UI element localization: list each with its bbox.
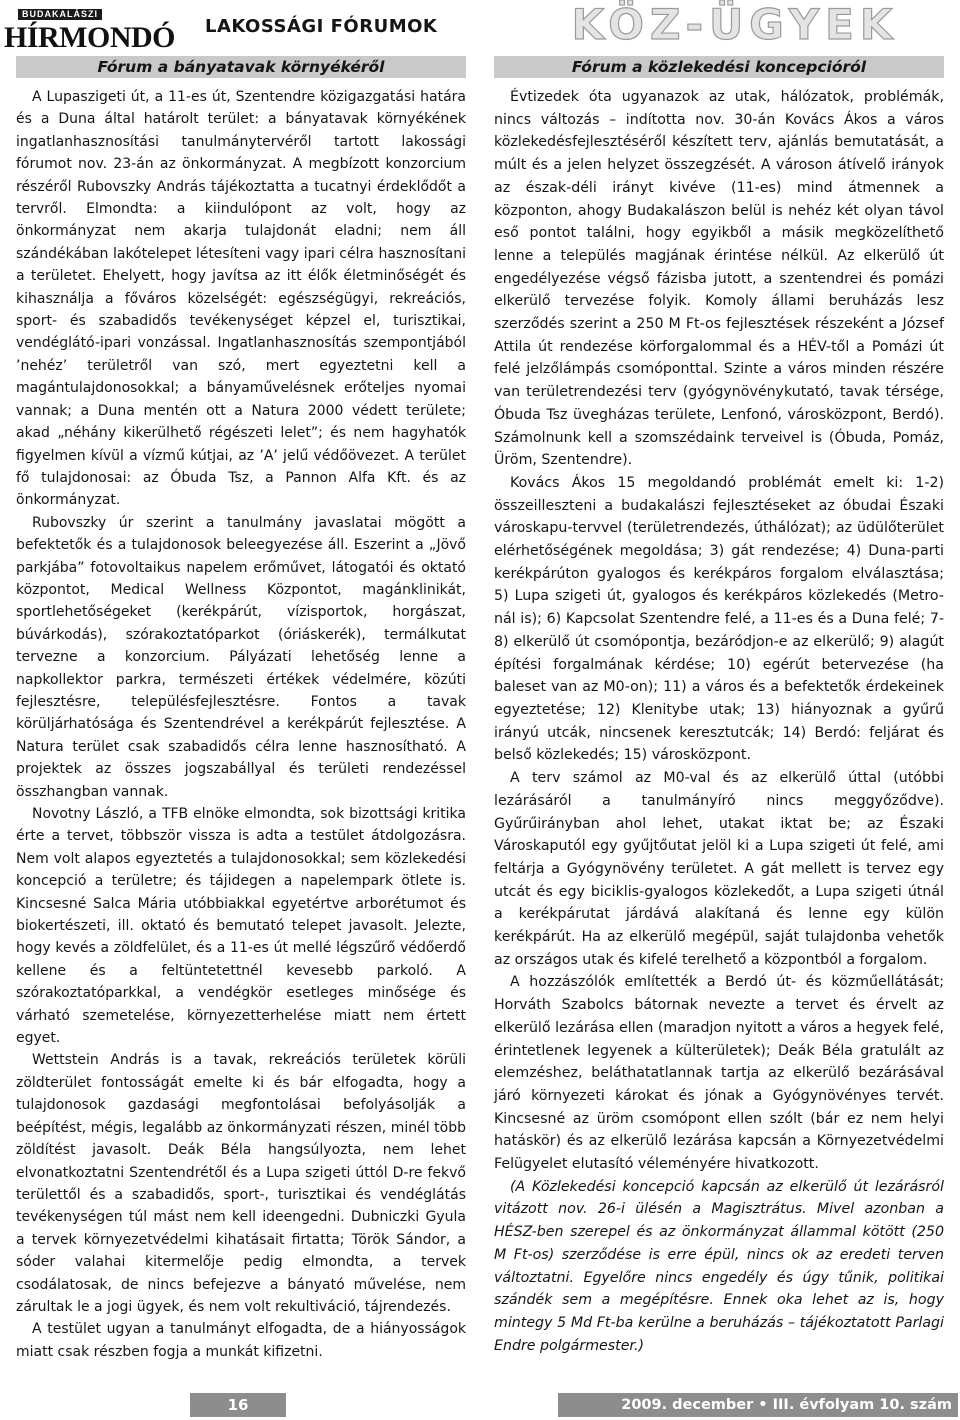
logo-town-label: BUDAKALÁSZI: [18, 9, 102, 20]
article-right-heading: Fórum a közlekedési koncepcióról: [494, 56, 944, 78]
article-paragraph: A terv számol az M0-val és az elkerülő úttal (utóbbi lezárásáról a tanulmányíró nincs meggyőződve). Gyűrűirányban ahol lehet, utakat iktat be; az Északi Városkaputól egy gyűjtőutat jelöl ki a Lupa szigeti út felé, ami feltárja a Gyógynövény területet. A gát mellett is tervez egy utcát és egy biciklis-gyalogos közlekedőt, a Lupa szigeti útnál a kerékpárutat járdává alakítaná és lenne egy külön kerékpárút. Ha az elkerülő megépül, saját tulajdonba vehetők az országos utak és kifelé terelhető a központból a forgalom.: [494, 770, 944, 968]
page-number: 16: [190, 1393, 286, 1417]
article-paragraph: Évtizedek óta ugyanazok az utak, hálózatok, problémák, nincs változás – indította nov. 30-án Kovács Ákos a város közlekedésfejlesztéséről készített terv, ajánlás bemutatását, a múlt és a jelen helyzet összegzését. A városon átívelő irányok az észak-déli irányt kivéve (11-es) mind átmennek a központon, ahogy Budakalászon belül is nehéz két olyan távol eső pontot találni, hogy egyikből a másik megközelíthető lenne a település magjának érintése nélkül. Az elkerülő út engedélyezése végső fázisba jutott, a szentendrei és pomázi elkerülő tervezése folyik. Komoly állami beruházás lesz szerződés szerint a 250 M Ft-os fejlesztések részeként a József Attila út rendezése körforgalommal és a HÉV-től a Pomázi út felé jelzőlámpás csomóponttal. Szinte a város minden részére van területrendezési terv (gyógynövénykutató, tavak térsége, Óbuda Tsz üvegházas területe, Lenfonó, városközpont, Berdó). Számolnunk kell a szomszédaink terveivel is (Óbuda, Pomáz, Üröm, Szentendre).: [494, 89, 944, 469]
article-paragraph: Wettstein András is a tavak, rekreációs területek körüli zöldterület fontosságát emelte ki és bár elfogadta, hogy a tulajdonosok gazdasági megfontolásai befolyásolják a beépítést, mégis, legalább az önkormányzati részen, minél több zöldítést javasolt. Deák Béla hangsúlyozta, nem lehet elvonatkoztatni Szentendrétől és a Lupa szigeti úttól D-re fekvő területtől és a szabadidős, sport-, turisztikai és vendéglátás tevékenységen túl mást nem kell ideengedni. Dubniczki Gyula a tervek környezetvédelmi kihatásait firtatta; Török Sándor, a sóder valahai kitermelője pedig elmondta, a tervek csodálatosak, de nincs befejezve a bányató művelése, nem zárultak le a jogi ügyek, és nem volt rekultiváció, tájrendezés.: [16, 1052, 466, 1315]
article-paragraph: Novotny László, a TFB elnöke elmondta, sok bizottsági kritika érte a tervet, többször vissza is adta a testület átdolgozásra. Nem volt alapos egyeztetés a tulajdonosokkal; sem közlekedési koncepció a területre; és tájidegen a napelempark ötlete is. Kincsesné Salca Mária utóbbiakkal egyetértve arborétumot és biokertészeti, ill. oktató és bemutató telepet javasolt. Jelezte, hogy kevés a zöldfelület, és a 11-es út mellé légszűrő védőerdő kellene és a feltüntetettnél kevesebb parkoló. A szórakoztatóparkkal, a vendégkör esetleges minősége és várható szemetelése, környezetterhelése miatt nem értett egyet.: [16, 806, 466, 1047]
editor-note: [494, 1176, 944, 1358]
section-title-left: LAKOSSÁGI FÓRUMOK: [205, 16, 438, 37]
article-paragraph: Rubovszky úr szerint a tanulmány javaslatai mögött a befektetők és a tulajdonosok beleegyezése áll. Eszerint a „Jövő parkjába” fotovoltaikus napelem erőművet, látogatói és oktató központot, Medical Wellness Központot, magánklinikát, sportlehetőségeket (kerékpárút, vízisportok, horgászat, búvárkodás), szórakoztatóparkot (óriáskerék), termálkutat tervezne a konzorcium. Pályázati lehetőség lenne a napkollektor parkra, természeti értékek védelmére, közúti fejlesztésre, településfejlesztésre. Fontos a tavak körüljárhatósága és Szentendrével a kerékpárút fejlesztése. A Natura terület csak szabadidős célra lenne hasznosítható. A projektek az összes jogszabállyal és területi rendezéssel összhangban vannak.: [16, 514, 466, 800]
article-left-heading: Fórum a bányatavak környékéről: [16, 56, 466, 78]
article-paragraph: A Lupaszigeti út, a 11-es út, Szentendre közigazgatási határa és a Duna által határolt terület: a bányatavak környékének ingatlanhasznosítási tanulmánytervéről tartott lakossági fórumot nov. 23-án az önkormányzat. A megbízott konzorcium részéről Rubovszky András tájékoztatta a tucatnyi érdeklődőt a tervről. Elmondta: a kiindulópont az volt, hogy az önkormányzat nem akarja tulajdonát eladni; nem áll szándékában lakótelepet létesíteni vagy ipari célra hasznosítani a területet. Ehelyett, hogy javítsa az itt élők életminőségét és kihasználja a főváros közelségét: egészségügyi, rekreációs, sport- és szabadidős tevékenységet képzel el, turisztikai, vendéglátó-ipari vonzással. Ingatlanhasznosítás szempontjából ’nehéz’ területről van szó, mert egyeztetni kell a magántulajdonosokkal; a bányaművelésnek erőteljes nyomai vannak; a Duna mentén ott a Natura 2000 védett területe; akad „néhány kikerülhető régészeti lelet”; és nem hagyhatók figyelmen kívül a vízmű kútjai, az ’A’ jelű védőövezet. A terület fő tulajdonosai: az Óbuda Tsz, a Pannon Alfa Kft. és az önkormányzat.: [16, 89, 466, 509]
article-paragraph: A hozzászólók említették a Berdó út- és közműellátását; Horváth Szabolcs bátornak nevezte a tervet és érvelt az elkerülő lezárása ellen (maradjon nyitott a város a hegyek felé, érintetlenek legyenek a külterületek); Deák Béla gratulált az elemzéshez, beláthatatlannak tartja az elkerülő bezárásával járó környezeti károkat és jónak a Gyógynövényes tervét. Kincsesné az üröm csomópont ellen szólt (bár ez nem helyi hatáskör) és az elkerülő lezárása kapcsán a Környezetvédelmi Felügyelet elutasító véleményére hivatkozott.: [494, 974, 944, 1173]
article-paragraph: Kovács Ákos 15 megoldandó problémát emelt ki: 1-2) összeilleszteni a budakalászi fejlesztéseket az óbudai Északi városkapu-tervvel (területrendezés, úthálózat); az üdülőterület elérhetőségének megoldása; 3) gát rendezése; 4) Duna-parti kerékpárúton gyalogos és kerékpáros forgalom elválasztása; 5) Lupa szigeti út, gyalogos és kerékpáros közlekedés (Metro-nál is); 6) Kapcsolat Szentendre felé, a 11-es és a Duna felé; 7-8) elkerülő út csomópontja, bezáródjon-e az elkerülő; 9) alagút építési forgalmának kérdése; 10) egérút betervezése (ha baleset van az M0-on); 11) a város és a befektetők érdekeinek egyeztetése; 12) Klenitybe utak; 13) hiányoznak a gyűrű irányú utcák, nincsenek keresztutcák; 14) Berdó: feljárat és belső közlekedés; 15) városközpont.: [494, 474, 944, 764]
editor-note-text: (A Közlekedési koncepció kapcsán az elkerülő út lezárásról vitázott nov. 26-i ülésén a Magisztrátus. Mivel azonban a HÉSZ-ben szerepel és az önkormányzat állammal kötött (250 M Ft-os) szerződése is erre épül, nincs ok az eredeti terven változtatni. Egyelőre nincs engedély és úgy tűnik, politikai szándék sem a megépítésre. Ennek oka lehet az is, hogy mintegy 5 Md Ft-ba kerülne a beruházás – tájékoztatott Parlagi Endre polgármester.): [494, 1178, 944, 1354]
logo-title: HÍRMONDÓ: [4, 21, 175, 54]
article-right: [494, 56, 944, 1357]
section-title-right: KÖZ-ÜGYEK: [571, 0, 899, 49]
issue-info: 2009. december • III. évfolyam 10. szám: [558, 1393, 958, 1417]
masthead-logo: [4, 2, 175, 54]
article-left: [16, 56, 466, 1363]
article-paragraph: A testület ugyan a tanulmányt elfogadta, de a hiányosságok miatt csak részben fogja a munkát kifizetni.: [16, 1321, 466, 1360]
